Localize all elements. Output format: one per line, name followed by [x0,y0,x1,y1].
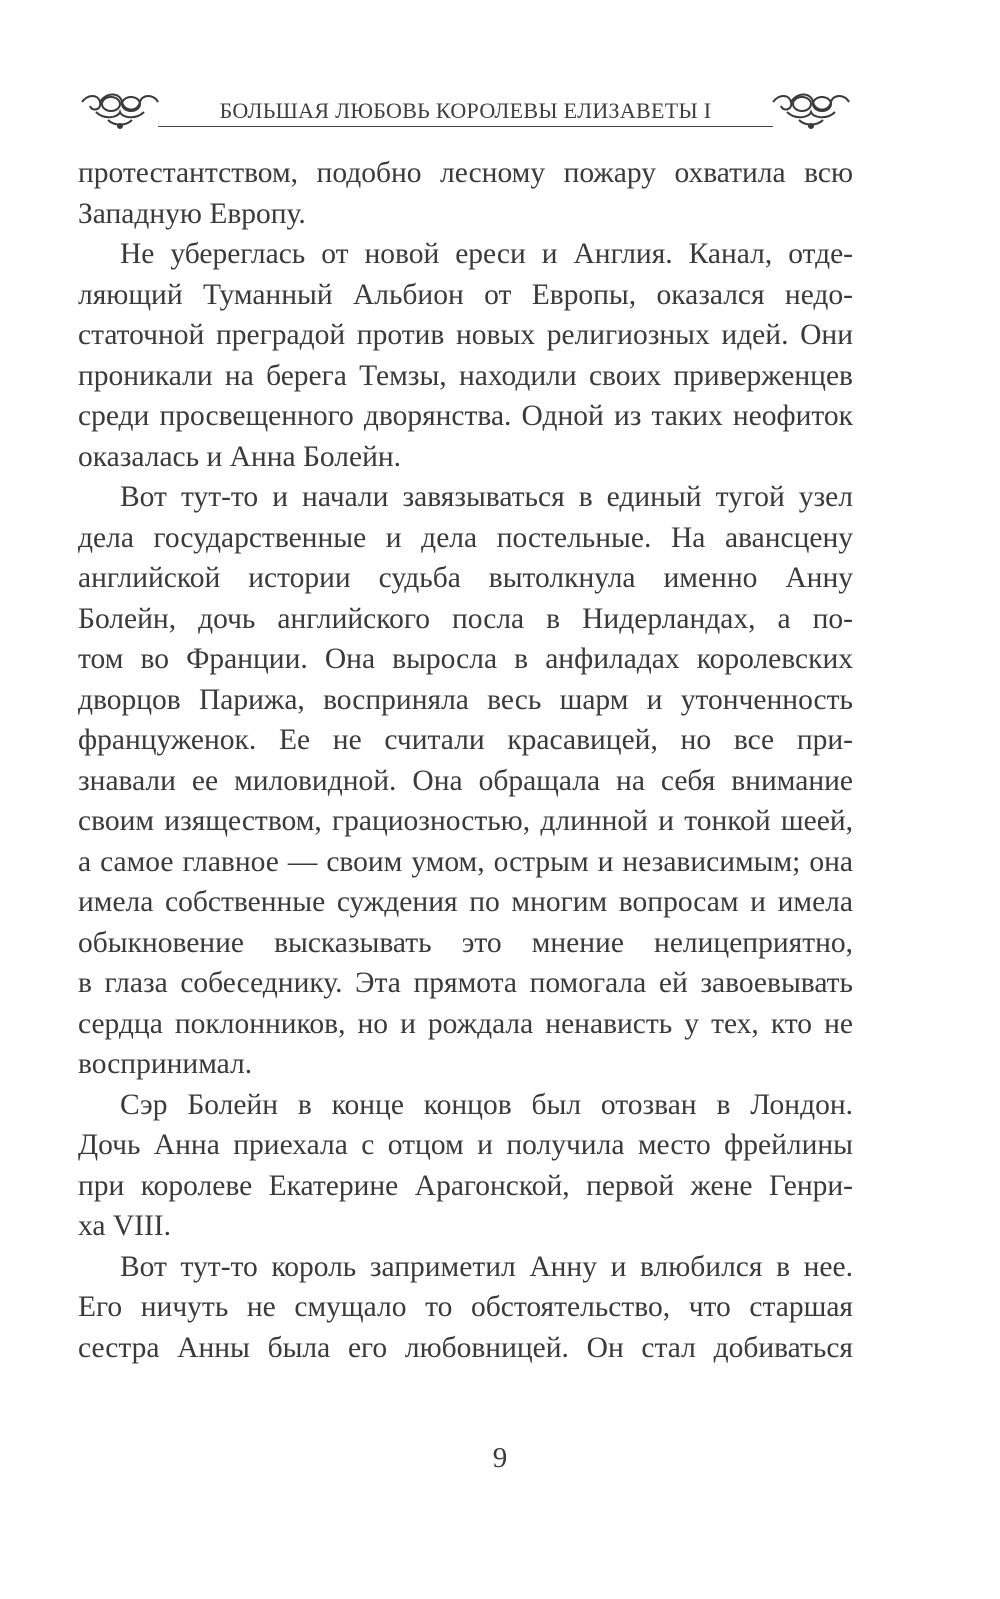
text-line: имела собственные суждения по многим вопросам и имела [78,886,853,918]
text-line: протестантством, подобно лесному пожару охватила всю [78,157,853,189]
text-line: Сэр Болейн в конце концов был отозван в Лондон. [120,1088,853,1121]
text-line: ляющий Туманный Альбион от Европы, оказался недо- [78,278,853,311]
text-line: француженок. Ее не считали красавицей, но все при- [78,724,853,756]
text-line: Его ничуть не смущало то обстоятельство, что старшая [78,1291,853,1323]
text-line: своим изяществом, грациозностью, длинной и тонкой шеей, [78,805,853,837]
text-line: Западную Европу. [78,197,306,230]
page-number: 9 [492,1442,508,1474]
running-head-rule [158,126,773,127]
running-head-title: БОЛЬШАЯ ЛЮБОВЬ КОРОЛЕВЫ ЕЛИЗАВЕТЫ I [219,98,712,123]
text-line: ха VIII. [78,1210,171,1242]
text-line: дворцов Парижа, восприняла весь шарм и утонченность [78,683,853,716]
scroll-ornament-icon [78,90,162,134]
text-line: проникали на берега Темзы, находили своих приверженцев [78,359,853,392]
text-line: Не убереглась от новой ереси и Англия. Канал, отде- [120,238,853,270]
text-line: Вот тут-то и начали завязываться в единый тугой узел [120,481,853,513]
text-line: воспринимал. [78,1048,253,1080]
scroll-ornament-icon [769,90,853,134]
text-line: Дочь Анна приехала с отцом и получила место фрейлины [78,1129,853,1161]
text-line: при королеве Екатерине Арагонской, первой жене Генри- [78,1169,853,1202]
text-line: дела государственные и дела постельные. На авансцену [78,521,853,554]
body-text [78,153,853,1368]
text-line: сестра Анны была его любовницей. Он стал добиваться [78,1331,853,1364]
text-line: в глаза собеседнику. Эта прямота помогала ей завоевывать [78,967,853,999]
text-line: а самое главное — своим умом, острым и независимым; она [78,845,853,878]
running-head [78,90,853,140]
text-line: оказалась и Анна Болейн. [78,440,402,473]
text-line: знавали ее миловидной. Она обращала на себя внимание [78,764,853,797]
text-line: Вот тут-то король заприметил Анну и влюбился в нее. [120,1250,853,1283]
text-line: обыкновение высказывать это мнение нелицеприятно, [78,926,853,959]
text-line: том во Франции. Она выросла в анфиладах королевских [78,643,853,675]
text-line: среди просвещенного дворянства. Одной из таких неофиток [78,400,853,432]
text-line: статочной преградой против новых религиозных идей. Они [78,319,853,351]
text-line: Болейн, дочь английского посла в Нидерландах, а по- [78,602,853,635]
text-line: английской истории судьба вытолкнула именно Анну [78,562,853,594]
text-line: сердца поклонников, но и рождала ненависть у тех, кто не [78,1007,853,1040]
